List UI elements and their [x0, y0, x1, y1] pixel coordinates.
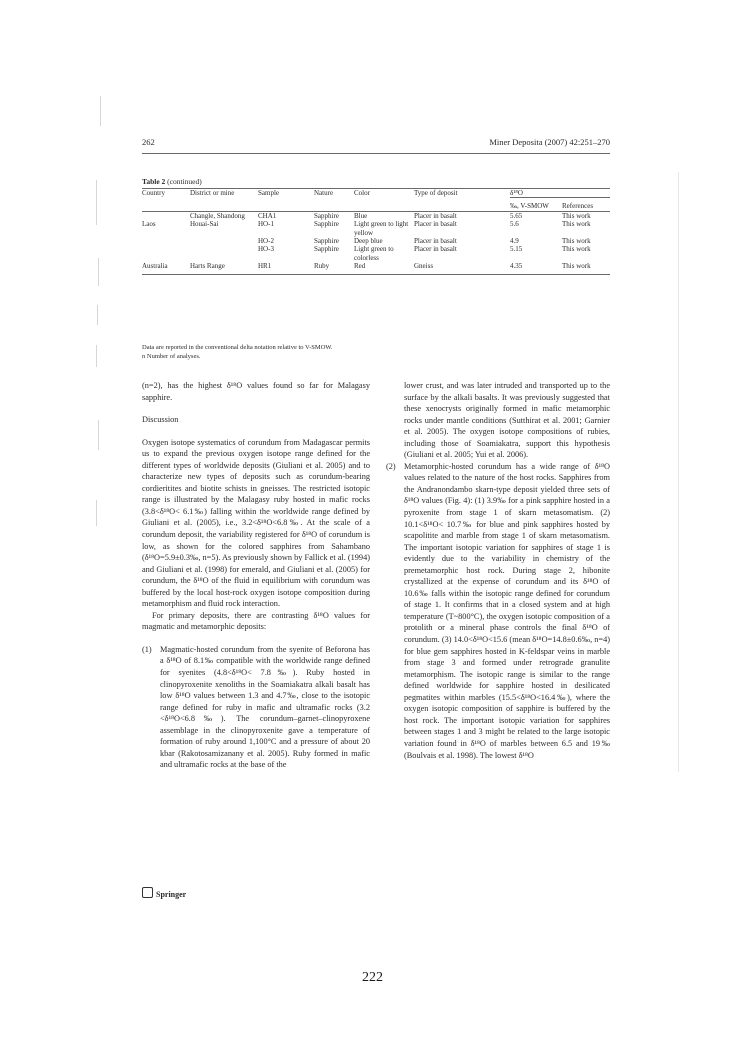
cell-district — [190, 237, 258, 245]
table-footnotes — [142, 344, 333, 362]
header-journal-citation: Miner Deposita (2007) 42:251–270 — [489, 137, 610, 147]
publisher-name: Springer — [156, 890, 187, 899]
item-text: Magmatic-hosted corundum from the syenite of Beforona has a δ¹⁸O of 8.1‰ compatible with the worldwide range defined for syenites (4.8<δ¹⁸O< 7.8‰). Ruby hosted in clinopyroxenite xenoliths in the Soamiakatra alkali basalt has low δ¹⁸O values between 1.3 and 4.7‰, close to the isotopic range defined for ruby in mafic and ultramafic rocks (3.2 <δ¹⁸O<6.8‰). The corundum–garnet–clinopyroxene assemblage in the clinopyroxenite gave a temperature of formation of ruby around 1,100°C and a pressure of about 20 kbar (Rakotosamizanany et al. 2005). Ruby formed in mafic and ultramafic rocks at the base of the — [160, 644, 370, 770]
numbered-item — [386, 461, 610, 761]
cell-value: 5.65 — [510, 211, 523, 220]
cell-sample: HO-3 — [258, 245, 274, 254]
item-number: (2) — [386, 461, 396, 471]
col-header-unit: ‰, V-SMOW — [510, 198, 562, 211]
springer-horse-icon — [142, 887, 153, 898]
cell-value: 4.9 — [510, 236, 519, 245]
numbered-item — [142, 644, 370, 771]
item-text: lower crust, and was later intruded and transported up to the surface by the alkali basalts. It was previously suggested that these xenocrysts originally formed in mafic metamorphic rocks under mantle conditions (Sutthirat et al. 2001; Garnier et al. 2005). The oxygen isotope compositions of rubies, including those of Soamiakatra, support this hypothesis (Giuliani et al. 2005; Yui et al. 2006). — [404, 381, 610, 460]
numbered-item-continued — [386, 380, 610, 461]
table-row — [142, 211, 610, 220]
cell-color: Light green to colorless — [354, 245, 394, 262]
cell-reference: This work — [562, 262, 610, 274]
cell-district: Houai-Sai — [190, 220, 219, 229]
paragraph: Oxygen isotope systematics of corundum from Madagascar permits us to expand the previous oxygen isotope range defined for the different types of worldwide deposits (Giuliani et al. 2005) and to characterize new types of deposits such as corundum-bearing cordieritites and biotite schists in gneisses. The restricted isotopic range is illustrated by the Malagasy ruby hosted in mafic rocks (3.8<δ¹⁸O< 6.1‰) falling within the worldwide range defined by Giuliani et al. (2005), i.e., 3.2<δ¹⁸O<6.8‰. At the scale of a corundum deposit, the variability registered for δ¹⁸O of corundum is low, as shown for the colored sapphires from Sahambano (δ¹⁸O=5.9±0.3‰, n=5). As previously shown by Fallick et al. (1994) and Giuliani et al. (1998) for emerald, and Giuliani et al. (2005) for corundum, the δ¹⁸O of the fluid in equilibrium with corundum was buffered by the local host-rock oxygen isotope composition during metamorphism and fluid rock interaction. — [142, 437, 370, 609]
continued-paragraph: (n=2), has the highest δ¹⁸O values found so far for Malagasy sapphire. — [142, 381, 370, 402]
cell-district — [190, 245, 258, 262]
cell-nature: Ruby — [314, 262, 354, 274]
cell-sample: HR1 — [258, 262, 314, 274]
cell-country — [142, 237, 190, 245]
cell-country: Laos — [142, 220, 156, 229]
paragraph: For primary deposits, there are contrasting δ¹⁸O values for magmatic and metamorphic deposits: — [142, 610, 370, 632]
cell-deposit: Placer in basalt — [414, 211, 457, 220]
scan-artifact — [98, 420, 99, 450]
cell-sample: HO-1 — [258, 220, 274, 229]
col-header-country: Country — [142, 189, 165, 197]
right-column — [386, 380, 610, 761]
cell-color: Blue — [354, 211, 368, 220]
scan-artifact — [96, 500, 97, 526]
cell-country: Australia — [142, 262, 190, 274]
cell-deposit: Placer in basalt — [414, 236, 457, 245]
cell-deposit: Placer in basalt — [414, 245, 457, 254]
cell-color: Light green to light yellow — [354, 220, 409, 237]
cell-value: 5.15 — [510, 245, 523, 254]
table-note: Data are reported in the conventional delta notation relative to V-SMOW. — [142, 344, 333, 351]
cell-reference: This work — [562, 211, 591, 220]
scan-artifact — [98, 258, 99, 286]
cell-value: 5.6 — [510, 220, 519, 229]
cell-district: Changle, Shandong — [190, 211, 245, 220]
cell-sample: HO-2 — [258, 236, 274, 245]
table-subheader-row — [142, 198, 610, 211]
table-caption — [142, 177, 202, 186]
col-header-references: References — [562, 198, 610, 211]
cell-reference: This work — [562, 245, 591, 254]
section-heading: Discussion — [142, 415, 179, 425]
table-row — [142, 245, 610, 262]
scan-artifact — [96, 345, 97, 367]
col-header-sample: Sample — [258, 189, 279, 197]
cell-country — [142, 245, 190, 262]
cell-deposit: Placer in basalt — [414, 220, 457, 229]
isotope-table — [142, 188, 610, 275]
table-row — [142, 262, 610, 274]
item-text: Metamorphic-hosted corundum has a wide range of δ¹⁸O values related to the nature of the host rocks. Sapphires from the Andranondambo skarn-type deposit yielded three sets of δ¹⁸O values (Fig. 4): (1) 3.9‰ for a pink sapphire hosted in a pyroxenite from stage 1 of skarn metasomatism. (2) 10.1<δ¹⁸O< 10.7‰ for blue and pink sapphires hosted by scapolitite and marble from stage 1 of skarn metasomatism. The important isotopic variation for sapphires of stage 1 is evidently due to the variability in chemistry of the premetamorphic host rock. During stage 2, hibonite crystallized at the expense of corundum and its δ¹⁸O of 10.6‰ falls within the isotopic range defined for corundum of stage 1. It confirms that in a closed system and at high temperature (T~800°C), the oxygen isotopic composition of a protolith or a mineral phase controls the final δ¹⁸O of corundum. (3) 14.0<δ¹⁸O<15.6 (mean δ¹⁸O=14.8±0.6‰, n=4) for blue gem sapphires hosted in K-feldspar veins in marble from stage 3 and formed under retrograde granulite metamorphism. The isotopic range is similar to the range defined worldwide for sapphire hosted in desilicated pegmatites within marbles (15.5<δ¹⁸O<16.4‰), where the oxygen isotopic composition of sapphire is buffered by the host rock. The important isotopic variation for sapphires between stages 1 and 3 might be related to the large isotopic variation found in δ¹⁸O of marbles between 6.5 and 19‰ (Boulvais et al. 1998). The lowest δ¹⁸O — [404, 461, 610, 760]
table-header-row — [142, 189, 610, 198]
table-row — [142, 237, 610, 245]
cell-nature: Sapphire — [314, 220, 339, 229]
col-header-nature: Nature — [314, 189, 334, 197]
left-column — [142, 380, 370, 771]
running-header — [142, 137, 610, 151]
table-note: n Number of analyses. — [142, 352, 201, 360]
scan-artifact — [100, 96, 101, 126]
cell-reference: This work — [562, 220, 591, 229]
cell-district: Harts Range — [190, 262, 258, 274]
cell-nature: Sapphire — [314, 236, 339, 245]
scan-edge-line — [678, 172, 679, 772]
cell-color: Deep blue — [354, 236, 383, 245]
page-number: 222 — [362, 970, 383, 985]
cell-nature: Sapphire — [314, 211, 339, 220]
item-number: (1) — [142, 644, 152, 654]
cell-sample: CHA1 — [258, 211, 277, 220]
table-caption-text: (continued) — [167, 177, 202, 186]
scan-artifact — [96, 180, 97, 225]
col-header-district: District or mine — [190, 189, 235, 197]
cell-reference: This work — [562, 236, 591, 245]
header-rule — [142, 153, 610, 154]
col-header-deposit: Type of deposit — [414, 189, 458, 197]
table-label: Table 2 — [142, 177, 166, 186]
cell-nature: Sapphire — [314, 245, 339, 254]
cell-color: Red — [354, 262, 414, 274]
scan-artifact — [97, 305, 98, 325]
col-header-delta: δ¹⁸O — [510, 189, 610, 198]
cell-value: 4.35 — [510, 262, 562, 274]
col-header-color: Color — [354, 189, 370, 197]
cell-deposit: Gneiss — [414, 262, 510, 274]
cell-country — [142, 211, 190, 220]
table-row — [142, 220, 610, 237]
publisher-logo — [142, 887, 186, 899]
header-page-number: 262 — [142, 137, 155, 147]
